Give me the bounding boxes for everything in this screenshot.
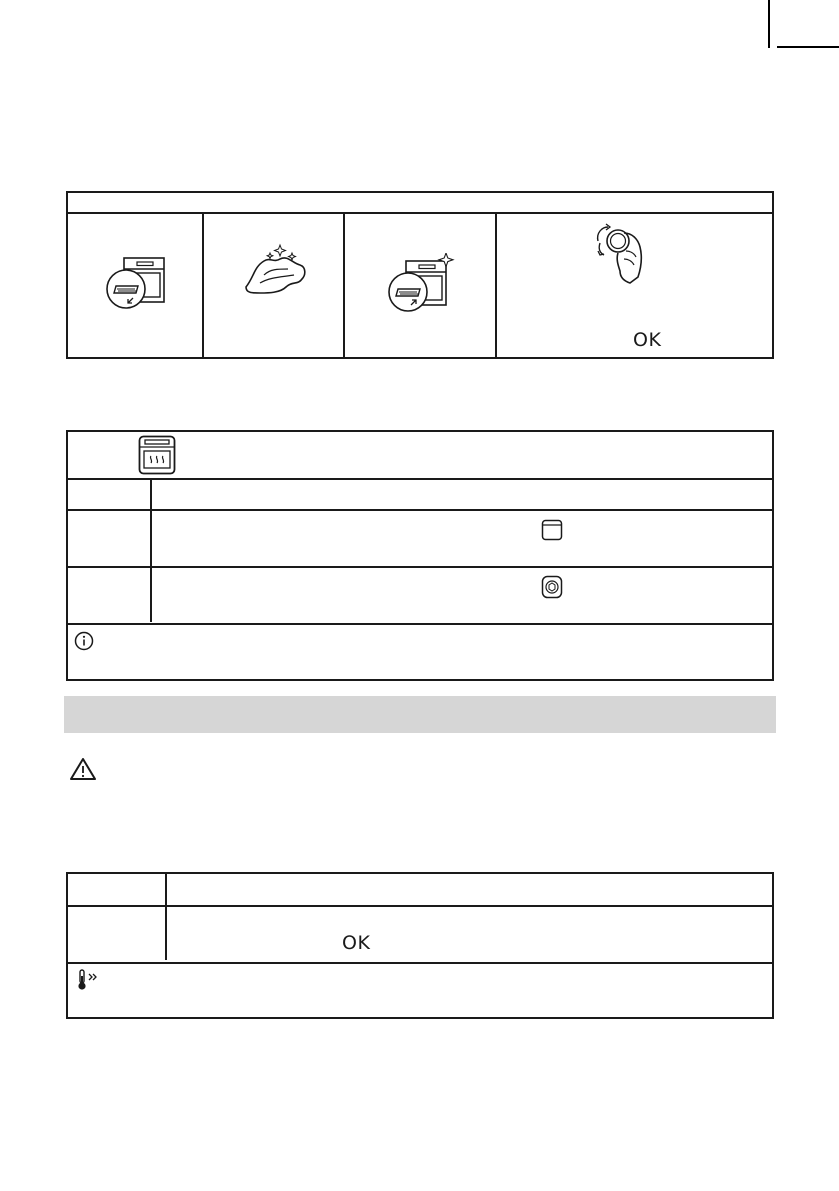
function-table-col-divider (150, 478, 152, 622)
steps-divider-2 (343, 212, 345, 357)
function-table-row1-divider (68, 509, 772, 511)
oven-tray-insert-icon (386, 253, 456, 319)
cloth-wipe-icon (240, 241, 312, 301)
steps-table-header-divider (68, 212, 772, 214)
oven-light-icon (541, 519, 563, 541)
function-table-row3-divider (68, 623, 772, 625)
lower-table-row1-divider (68, 905, 772, 907)
descale-icon (541, 575, 563, 599)
crop-mark-vertical (768, 0, 770, 48)
warning-triangle-icon (69, 757, 97, 781)
function-table-header-divider (68, 478, 772, 480)
function-table-row2-divider (68, 566, 772, 568)
thermometer-heat-icon (77, 968, 103, 992)
ok-label: OK (633, 329, 662, 351)
crop-mark-horizontal (777, 46, 839, 48)
section-heading-bar (64, 696, 776, 733)
steps-divider-3 (495, 212, 497, 357)
steps-divider-1 (202, 212, 204, 357)
function-table (66, 430, 774, 681)
oven-tray-remove-icon (104, 255, 168, 317)
ok-label-lower: OK (342, 932, 371, 954)
info-icon (74, 631, 94, 651)
hand-knob-turn-icon (590, 221, 660, 291)
lower-table-col-divider (165, 874, 167, 960)
oven-steam-function-icon (138, 435, 176, 475)
lower-table (66, 872, 774, 1019)
steps-table (66, 191, 774, 359)
lower-table-row2-divider (68, 962, 772, 964)
